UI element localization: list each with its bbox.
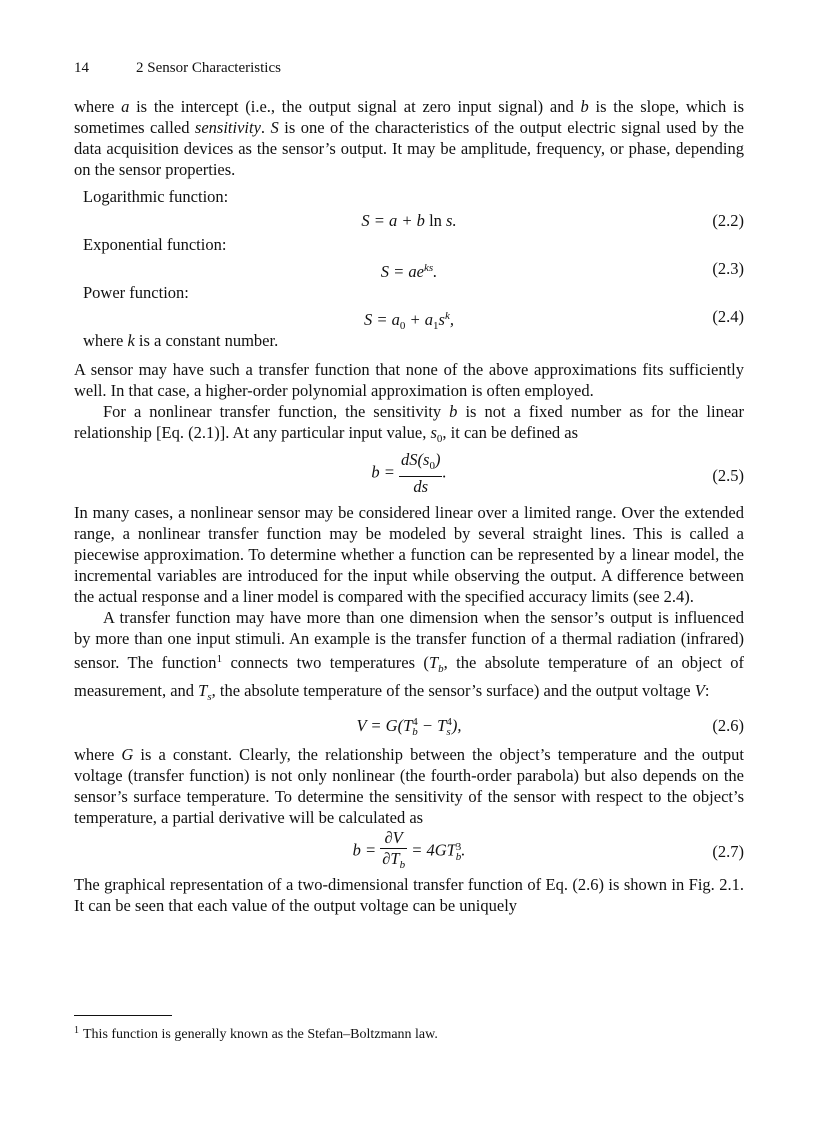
- logarithmic-label: Logarithmic function:: [83, 187, 229, 206]
- paragraph-nonlinear: For a nonlinear transfer function, the sensitivity b is not a fixed number as for the linear relationship [Eq. (2.1)]. At any particular input value, $s_0$, it can be defined as: [74, 402, 744, 445]
- equation-2-4: $S = a_0 + a_1s^k$, (2.4): [74, 303, 744, 330]
- equation-number: (2.3): [712, 259, 744, 278]
- footnote-rule: [74, 1015, 172, 1016]
- paragraph-intercept: where a is the intercept (i.e., the output signal at zero input signal) and b is the slope, which is sometimes called sensitivity. S is one of the characteristics of the output electric signal used by the data acquisition devices as the sensor’s output. It may be amplitude, frequency, or phase, depending on the sensor properties.: [74, 97, 744, 179]
- equation-number: (2.2): [712, 211, 744, 230]
- paragraph-graphical: The graphical representation of a two-dimensional transfer function of Eq. (2.6) is shown in Fig. 2.1. It can be seen that each value of the output voltage can be uniquely: [74, 875, 744, 915]
- equation-2-6: V = G(T 4 b − T 4 s ), (2.6): [74, 708, 744, 744]
- power-label: Power function:: [83, 283, 189, 302]
- page-body: [74, 58, 744, 916]
- equation-number: (2.7): [712, 842, 744, 861]
- equation-2-7: b = $\frac{\partial V}{\partial T_b}$ = 4GT 3 b . (2.7): [352, 828, 744, 871]
- paragraph-multidimensional: A transfer function may have more than one dimension when the sensor’s output is influenced by more than one input stimuli. An example is the transfer function of a thermal radiation (infrared) sensor. The function$^1$ connects two temperatures ($T_b$, the absolute temperature of an object of measurement, and $T_s$, the absolute temperature of the sensor’s surface) and the output voltage V:: [74, 608, 745, 703]
- paragraph-piecewise: In many cases, a nonlinear sensor may be considered linear over a limited range. Over the extended range, a nonlinear transfer function may be modeled by several straight lines. This is called a piecewise approximation. To determine whether a function can be represented by a linear model, the incremental variables are introduced for the input while observing the output. A difference between the actual response and a liner model is compared with the specified accuracy limits (see 2.4).: [74, 503, 744, 606]
- page-number: 14: [74, 60, 89, 76]
- exponential-label: Exponential function:: [83, 235, 227, 254]
- equation-number: (2.4): [712, 307, 744, 326]
- equation-number: (2.5): [712, 466, 744, 485]
- equation-2-5: b = $\frac{dS(s_0)}{ds}$ . (2.5): [371, 450, 744, 496]
- footnote: $^1$ This function is generally known as the Stefan–Boltzmann law.: [74, 1025, 438, 1042]
- paragraph-stefan: where G is a constant. Clearly, the relationship between the object’s temperature and the output voltage (transfer function) is not only nonlinear (the fourth-order parabola) but also depends on the sensor’s surface temperature. To determine the sensitivity of the sensor with respect to the object’s temperature, a partial derivative will be calculated as: [74, 745, 744, 827]
- equation-number: (2.6): [712, 716, 744, 735]
- running-header: [74, 58, 744, 82]
- where-k-note: where k is a constant number.: [83, 331, 279, 350]
- footnote-marker[interactable]: 1: [216, 653, 223, 665]
- paragraph-higher-order: A sensor may have such a transfer function that none of the above approximations fits sufficiently well. In that case, a higher-order polynomial approximation is often employed.: [74, 360, 744, 400]
- equation-2-2: S = a + b ln s. (2.2): [74, 207, 744, 234]
- running-title: 2 Sensor Characteristics: [136, 60, 281, 76]
- equation-2-3: $S = ae^{ks}$. (2.3): [74, 255, 744, 282]
